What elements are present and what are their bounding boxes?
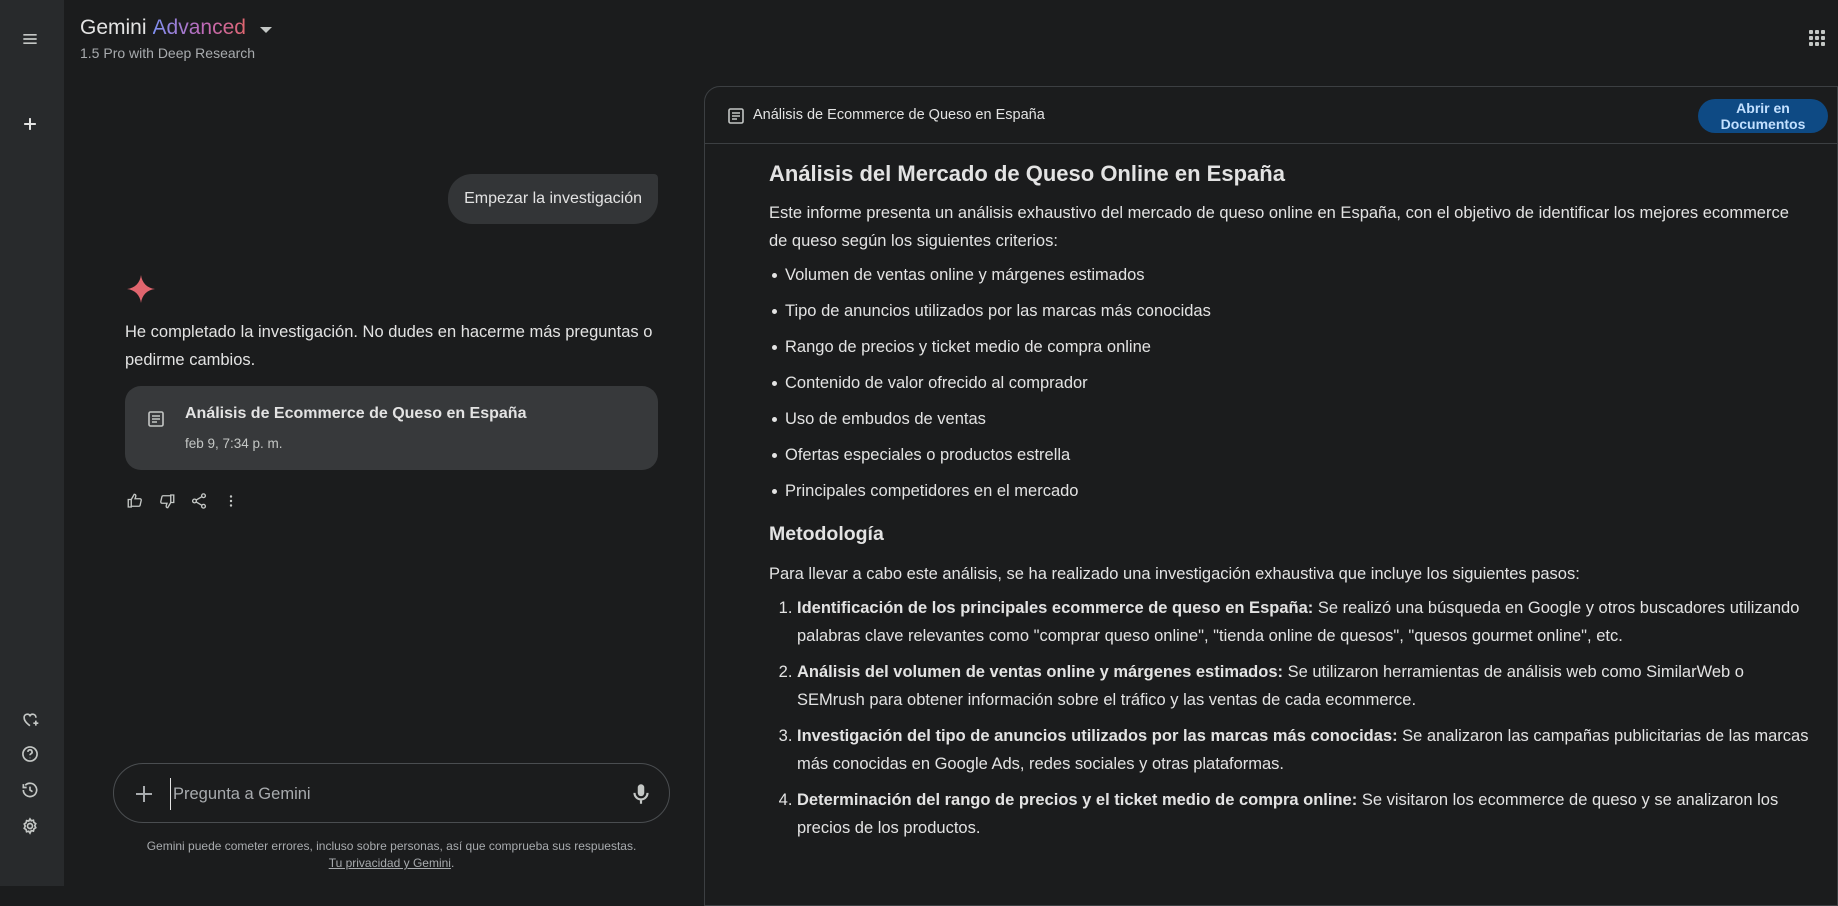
gem-icon <box>20 709 40 729</box>
history-icon <box>20 780 40 800</box>
more-options-button[interactable] <box>220 490 242 512</box>
doc-card-title: Análisis de Ecommerce de Queso en España <box>185 405 527 422</box>
step-title: Identificación de los principales ecommerce de queso en España: <box>797 599 1314 617</box>
plus-icon <box>20 114 40 134</box>
document-icon <box>727 107 745 125</box>
panel-header <box>705 87 1837 144</box>
prompt-input[interactable] <box>170 778 590 810</box>
add-attachment-icon[interactable] <box>132 782 156 806</box>
step-text: Se analizaron las campañas publicitarias de las marcas más conocidas en Google Ads, redes sociales y otras plataformas. <box>797 727 1809 773</box>
list-item: Principales competidores en el mercado <box>785 477 1809 505</box>
panel-title: Análisis de Ecommerce de Queso en España <box>753 107 1045 123</box>
share-icon <box>190 492 208 510</box>
step-title: Investigación del tipo de anuncios utilizados por las marcas más conocidas: <box>797 727 1398 745</box>
methodology-intro: Para llevar a cabo este análisis, se ha realizado una investigación exhaustiva que incluye los siguientes pasos: <box>769 565 1580 583</box>
help-button[interactable] <box>14 738 46 770</box>
disclaimer <box>113 838 670 872</box>
criteria-list <box>785 261 1809 505</box>
thumbs-down-button[interactable] <box>156 490 178 512</box>
step-text: Se realizó una búsqueda en Google y otros buscadores utilizando palabras clave relevantes como "comprar queso online", "tienda online de quesos", "quesos gourmet online", etc. <box>797 599 1800 645</box>
activity-button[interactable] <box>14 774 46 806</box>
doc-card-date: feb 9, 7:34 p. m. <box>185 436 283 451</box>
brand-name: Gemini <box>80 16 147 39</box>
research-doc-card[interactable] <box>125 386 658 470</box>
doc-heading: Análisis del Mercado de Queso Online en España <box>769 161 1285 186</box>
step-text: Se visitaron los ecommerce de queso y se analizaron los precios de los productos. <box>797 791 1779 837</box>
list-item: Contenido de valor ofrecido al comprador <box>785 369 1809 397</box>
menu-icon <box>20 29 40 49</box>
list-item <box>797 594 1809 650</box>
response-text: He completado la investigación. No dudes en hacerme más preguntas o pedirme cambios. <box>125 323 653 369</box>
user-message: Empezar la investigación <box>448 174 658 224</box>
prompt-box <box>113 763 670 823</box>
steps-list <box>797 594 1809 842</box>
model-name: 1.5 Pro with Deep Research <box>80 45 256 61</box>
document-body <box>769 157 1809 850</box>
list-item: Uso de embudos de ventas <box>785 405 1809 433</box>
new-chat-button[interactable] <box>14 108 46 140</box>
more-vert-icon <box>222 492 240 510</box>
settings-button[interactable] <box>14 810 46 842</box>
side-rail <box>0 0 64 886</box>
microphone-icon[interactable] <box>628 781 654 807</box>
list-item <box>797 658 1809 714</box>
brand-tier: Advanced <box>152 16 246 39</box>
list-item: Rango de precios y ticket medio de compra online <box>785 333 1809 361</box>
methodology-heading: Metodología <box>769 523 884 545</box>
disclaimer-suffix: . <box>450 856 455 870</box>
share-button[interactable] <box>188 490 210 512</box>
list-item: Volumen de ventas online y márgenes estimados <box>785 261 1809 289</box>
help-icon <box>20 744 40 764</box>
google-apps-button[interactable] <box>1808 24 1832 48</box>
doc-intro: Este informe presenta un análisis exhaustivo del mercado de queso online en España, con el objetivo de identificar los mejores ecommerce de queso según los siguientes criterios: <box>769 204 1789 250</box>
disclaimer-text: Gemini puede cometer errores, incluso sobre personas, así que comprueba sus respuestas. <box>146 839 637 853</box>
response-actions <box>124 490 242 512</box>
step-text: Se utilizaron herramientas de análisis web como SimilarWeb o SEMrush para obtener información sobre el tráfico y las ventas de cada ecommerce. <box>797 663 1744 709</box>
menu-button[interactable] <box>14 23 46 55</box>
step-title: Determinación del rango de precios y el ticket medio de compra online: <box>797 791 1358 809</box>
list-item: Tipo de anuncios utilizados por las marcas más conocidas <box>785 297 1809 325</box>
thumbs-down-icon <box>158 492 176 510</box>
chat-column <box>64 0 704 886</box>
list-item <box>797 786 1809 842</box>
step-title: Análisis del volumen de ventas online y márgenes estimados: <box>797 663 1283 681</box>
thumbs-up-icon <box>126 492 144 510</box>
gemini-spark-icon <box>126 274 156 304</box>
thumbs-up-button[interactable] <box>124 490 146 512</box>
list-item: Ofertas especiales o productos estrella <box>785 441 1809 469</box>
gear-icon <box>20 816 40 836</box>
document-panel <box>704 86 1838 906</box>
document-icon <box>147 410 165 428</box>
privacy-link[interactable]: Tu privacidad y Gemini <box>328 856 451 870</box>
open-in-docs-button[interactable]: Abrir en Documentos <box>1698 99 1828 133</box>
gem-manager-button[interactable] <box>14 703 46 735</box>
list-item <box>797 722 1809 778</box>
